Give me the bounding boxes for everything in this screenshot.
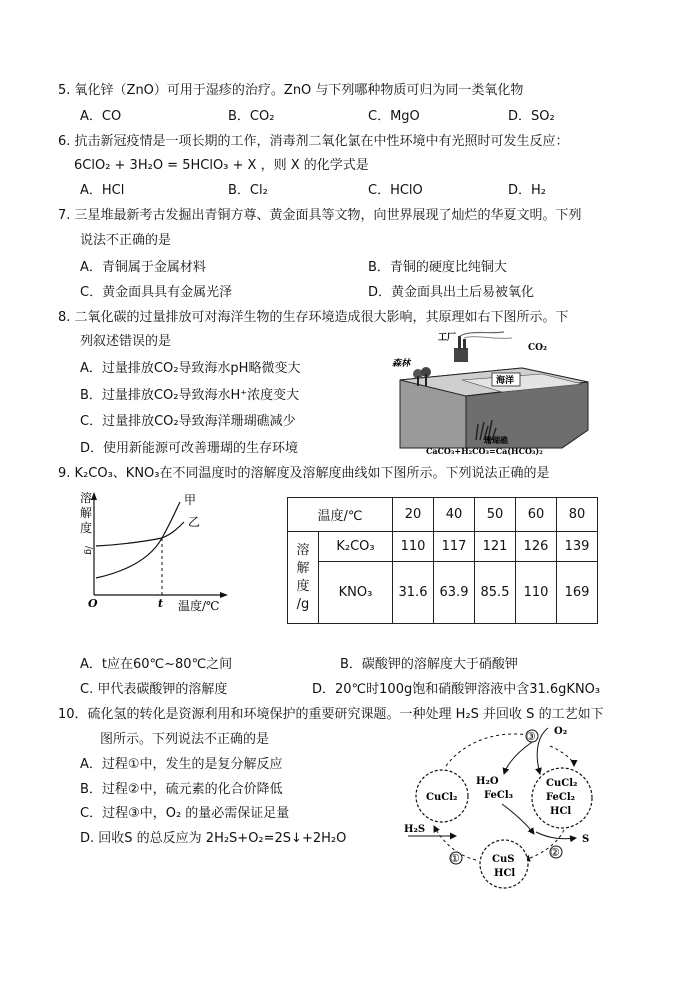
- q8-stem-line1: 8. 二氧化碳的过量排放可对海洋生物的生存环境造成很大影响，其原理如右下图所示。下: [58, 310, 569, 325]
- q7-option-c[interactable]: C．黄金面具具有金属光泽: [80, 285, 233, 300]
- h2s-cycle-diagram: [398, 722, 608, 894]
- table-temp-50: 50: [475, 498, 516, 532]
- q10-stem-line2: 图所示。下列说法不正确的是: [100, 732, 270, 747]
- table-cell: 117: [434, 532, 475, 562]
- q6-option-b[interactable]: B．Cl₂: [228, 183, 268, 198]
- graph-curve-jia-label: 甲: [184, 493, 197, 507]
- graph-ylabel-4: /g: [83, 546, 93, 555]
- cycle-h2s-label: H₂S: [404, 824, 426, 835]
- q5-option-b[interactable]: B．CO₂: [228, 109, 275, 124]
- graph-curve-yi-label: 乙: [188, 515, 201, 529]
- q10-option-b[interactable]: B．过程②中，硫元素的化合价降低: [80, 782, 283, 797]
- ocean-figure-equation: CaCO₃+H₂CO₃=Ca(HCO₃)₂: [426, 446, 543, 456]
- q6-option-c[interactable]: C．HClO: [368, 183, 423, 198]
- table-cell: 139: [557, 532, 598, 562]
- table-side-label: [288, 532, 319, 624]
- table-cell: 110: [516, 562, 557, 624]
- table-temp-60: 60: [516, 498, 557, 532]
- q9-option-d[interactable]: D．20℃时100g饱和硝酸钾溶液中含31.6gKNO₃: [312, 682, 601, 697]
- ocean-figure-coral-label: 珊瑚礁: [484, 435, 508, 445]
- q10-option-a[interactable]: A．过程①中，发生的是复分解反应: [80, 757, 283, 772]
- graph-ylabel-2: 解: [80, 506, 93, 520]
- table-cell: 126: [516, 532, 557, 562]
- cycle-step1: ①: [450, 852, 460, 865]
- q5-stem: 5. 氧化锌（ZnO）可用于湿疹的治疗。ZnO 与下列哪种物质可归为同一类氧化物: [58, 83, 524, 98]
- q5-option-d[interactable]: D．SO₂: [508, 109, 555, 124]
- table-side-label-1: 溶: [296, 542, 310, 558]
- q10-option-c[interactable]: C．过程③中，O₂ 的量必需保证足量: [80, 806, 290, 821]
- solubility-curve-graph: [72, 490, 242, 615]
- table-row-k2co3-name: K₂CO₃: [319, 532, 393, 562]
- q6-option-d[interactable]: D．H₂: [508, 183, 546, 198]
- table-cell: 110: [393, 532, 434, 562]
- q8-option-a[interactable]: A．过量排放CO₂导致海水pH略微变大: [80, 361, 301, 376]
- q8-option-d[interactable]: D．使用新能源可改善珊瑚的生存环境: [80, 441, 299, 456]
- cycle-right-line3: HCl: [550, 806, 572, 817]
- q8-option-c[interactable]: C．过量排放CO₂导致海洋珊瑚礁减少: [80, 414, 296, 429]
- cycle-h2o-label: H₂O: [476, 776, 499, 787]
- table-cell: 121: [475, 532, 516, 562]
- cycle-bottom-line1: CuS: [492, 854, 515, 865]
- table-header-temp: 温度/℃: [288, 498, 393, 532]
- graph-ylabel-3: 度: [80, 521, 93, 535]
- cycle-s-label: S: [582, 834, 590, 845]
- q9-option-c[interactable]: C. 甲代表碳酸钾的溶解度: [80, 682, 228, 697]
- q5-option-c[interactable]: C．MgO: [368, 109, 420, 124]
- q9-option-a[interactable]: A．t应在60℃~80℃之间: [80, 657, 233, 672]
- graph-origin-label: O: [88, 597, 98, 610]
- table-row-kno3-name: KNO₃: [319, 562, 393, 624]
- cycle-right-line2: FeCl₂: [546, 792, 576, 803]
- cycle-fecl3-label: FeCl₃: [484, 790, 514, 801]
- ocean-figure-co2-label: CO₂: [528, 343, 547, 353]
- cycle-cucl2-label: CuCl₂: [426, 792, 458, 803]
- q6-option-a[interactable]: A．HCl: [80, 183, 125, 198]
- table-cell: 169: [557, 562, 598, 624]
- q6-stem: 6. 抗击新冠疫情是一项长期的工作，消毒剂二氧化氯在中性环境中有光照时可发生反应：: [58, 134, 569, 149]
- cycle-step2: ②: [550, 846, 560, 859]
- cycle-o2-label: O₂: [554, 726, 568, 737]
- ocean-figure-factory-label: 工厂: [438, 333, 457, 343]
- table-temp-20: 20: [393, 498, 434, 532]
- table-cell: 63.9: [434, 562, 475, 624]
- q10-stem-line1: 10．硫化氢的转化是资源利用和环境保护的重要研究课题。一种处理 H₂S 并回收 S 的工艺如下: [58, 707, 604, 722]
- ocean-figure-forest-label: 森林: [392, 359, 411, 369]
- q9-option-b[interactable]: B．碳酸钾的溶解度大于硝酸钾: [340, 657, 518, 672]
- graph-ylabel-1: 溶: [80, 491, 93, 505]
- q8-stem-line2: 列叙述错误的是: [80, 334, 172, 349]
- ocean-figure-ocean-label: 海洋: [496, 376, 515, 386]
- solubility-table: [287, 497, 598, 624]
- table-cell: 85.5: [475, 562, 516, 624]
- q7-option-b[interactable]: B．青铜的硬度比纯铜大: [368, 260, 507, 275]
- q9-stem: 9. K₂CO₃、KNO₃在不同温度时的溶解度及溶解度曲线如下图所示。下列说法正确的是: [58, 466, 550, 481]
- table-temp-40: 40: [434, 498, 475, 532]
- q8-option-b[interactable]: B．过量排放CO₂导致海水H⁺浓度变大: [80, 388, 300, 403]
- q5-option-a[interactable]: A．CO: [80, 109, 122, 124]
- q7-stem-line1: 7. 三星堆最新考古发掘出青铜方尊、黄金面具等文物，向世界展现了灿烂的华夏文明。下列: [58, 208, 582, 223]
- graph-t-label: t: [158, 597, 164, 610]
- table-side-label-2: 解: [296, 560, 310, 576]
- table-temp-80: 80: [557, 498, 598, 532]
- ocean-co2-figure: [392, 330, 592, 460]
- q10-option-d[interactable]: D. 回收S 的总反应为 2H₂S+O₂=2S↓+2H₂O: [80, 831, 347, 846]
- table-cell: 31.6: [393, 562, 434, 624]
- table-side-label-3: 度: [296, 578, 310, 594]
- q7-option-d[interactable]: D．黄金面具出土后易被氧化: [368, 285, 535, 300]
- q7-stem-line2: 说法不正确的是: [80, 233, 172, 248]
- cycle-right-line1: CuCl₂: [546, 778, 578, 789]
- q6-equation: 6ClO₂ + 3H₂O = 5HClO₃ + X ，则 X 的化学式是: [74, 158, 369, 173]
- table-side-label-4: /g: [296, 596, 310, 612]
- graph-xlabel: 温度/℃: [178, 599, 220, 613]
- cycle-bottom-line2: HCl: [494, 868, 516, 879]
- cycle-step3: ③: [526, 730, 536, 743]
- q7-option-a[interactable]: A．青铜属于金属材料: [80, 260, 206, 275]
